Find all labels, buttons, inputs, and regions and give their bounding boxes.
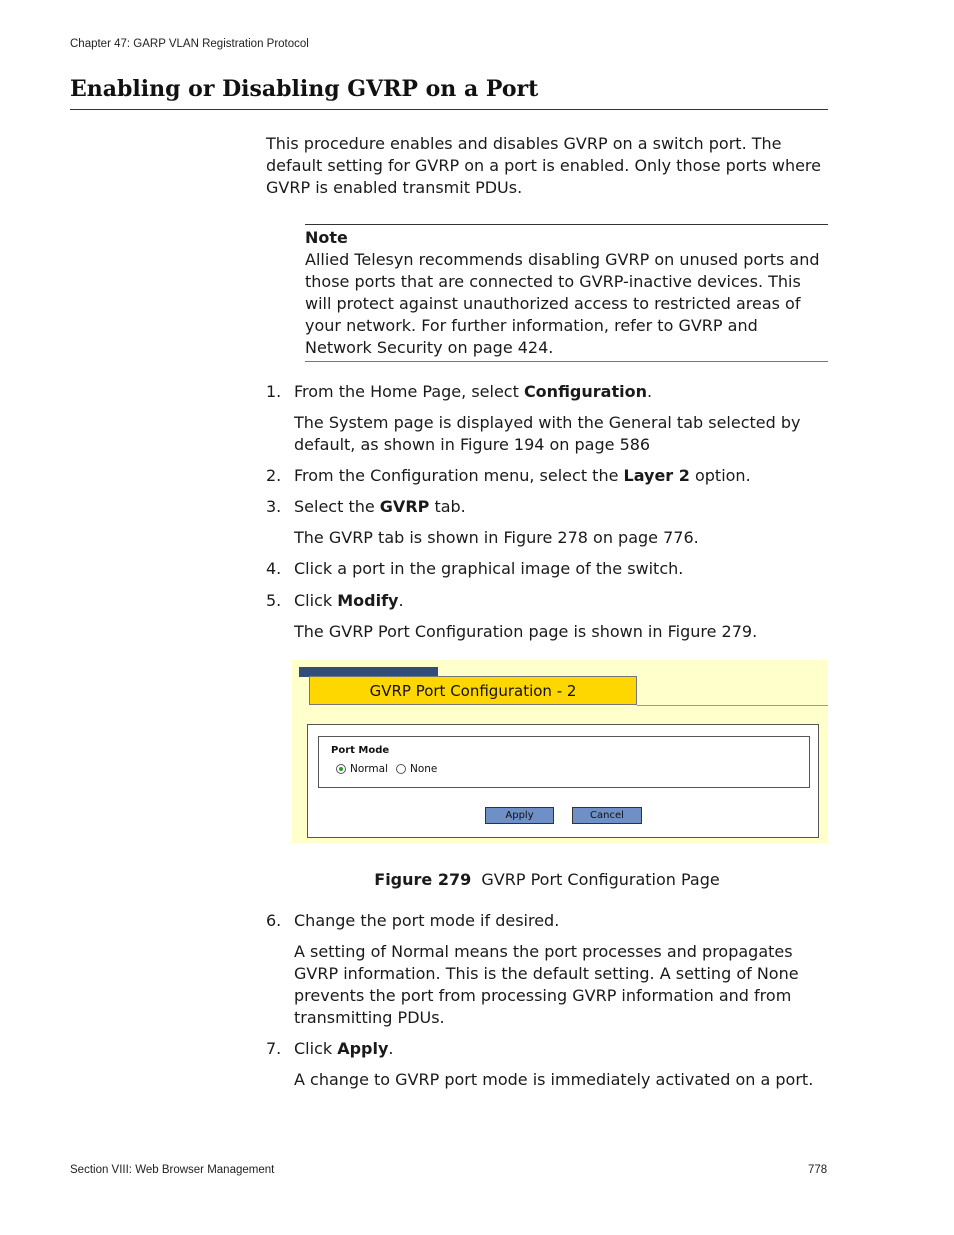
title-rule (70, 109, 828, 110)
note-box (305, 224, 828, 362)
step-keyword: Configuration (523, 382, 647, 401)
none-radio-label: None (410, 763, 438, 775)
step-text-end: . (388, 1039, 394, 1058)
step-6 (266, 910, 559, 932)
note-text: Allied Telesyn recommends disabling GVRP on unused ports and those ports that are connected to GVRP-inactive devices. This will protect against unauthorized access to restricted areas of your network. For further information, refer to GVRP and Network Security on page 424. (305, 250, 820, 357)
step-number: 4. (266, 559, 282, 578)
step-3 (266, 496, 466, 518)
step-keyword: Apply (337, 1039, 389, 1058)
cancel-button[interactable]: Cancel (572, 807, 642, 824)
apply-button[interactable]: Apply (485, 807, 554, 824)
step-keyword: Modify (337, 591, 399, 610)
tab-gvrp-port-configuration[interactable]: GVRP Port Configuration - 2 (309, 676, 637, 705)
step-1-result: The System page is displayed with the General tab selected by default, as shown in Figure 194 on page 586 (294, 413, 801, 454)
port-mode-group (318, 736, 810, 788)
step-text-end: . (646, 382, 653, 401)
none-radio[interactable] (396, 764, 406, 774)
tab-divider (637, 705, 828, 706)
port-mode-options (336, 763, 445, 775)
figure-caption-text: GVRP Port Configuration Page (481, 870, 720, 889)
page-number: 778 (808, 1164, 828, 1176)
step-7 (266, 1038, 394, 1060)
step-text: Click (294, 591, 338, 610)
normal-radio-label: Normal (350, 763, 388, 775)
config-panel (307, 724, 819, 838)
page-title: Enabling or Disabling GVRP on a Port (70, 76, 539, 102)
step-text-end: . (398, 591, 404, 610)
step-text-end: tab. (429, 497, 466, 516)
step-4 (266, 558, 683, 580)
running-head: Chapter 47: GARP VLAN Registration Protocol (70, 38, 309, 50)
step-1 (266, 381, 652, 403)
step-number: 6. (266, 911, 282, 930)
figure-caption-label: Figure 279 (374, 870, 472, 889)
step-5-result: The GVRP Port Configuration page is shown in Figure 279. (294, 622, 758, 641)
step-text: Click (294, 1039, 338, 1058)
step-number: 2. (266, 466, 282, 485)
intro-paragraph: This procedure enables and disables GVRP on a switch port. The default setting for GVRP on a port is enabled. Only those ports where GVRP is enabled transmit PDUs. (266, 134, 821, 197)
step-keyword: GVRP (379, 497, 430, 516)
step-text: Click a port in the graphical image of the switch. (294, 559, 684, 578)
step-number: 5. (266, 591, 282, 610)
figure-caption (292, 869, 802, 891)
normal-radio[interactable] (336, 764, 346, 774)
step-7-result: A change to GVRP port mode is immediately activated on a port. (294, 1070, 814, 1089)
port-mode-label: Port Mode (331, 745, 390, 756)
step-text: From the Configuration menu, select the (294, 466, 624, 485)
step-number: 1. (266, 382, 282, 401)
step-number: 7. (266, 1039, 282, 1058)
step-number: 3. (266, 497, 282, 516)
step-text: From the Home Page, select (294, 382, 524, 401)
step-text-end: option. (689, 466, 751, 485)
footer-section: Section VIII: Web Browser Management (70, 1164, 275, 1176)
step-2 (266, 465, 751, 487)
gvrp-port-config-figure (292, 660, 828, 843)
step-5 (266, 590, 404, 612)
note-heading: Note (305, 228, 348, 247)
step-6-result: A setting of Normal means the port processes and propagates GVRP information. This is the default setting. A setting of None prevents the port from processing GVRP information and from transmitting PDUs. (294, 942, 799, 1027)
step-3-result: The GVRP tab is shown in Figure 278 on page 776. (294, 528, 699, 547)
step-text: Select the (294, 497, 380, 516)
step-text: Change the port mode if desired. (294, 911, 560, 930)
step-keyword: Layer 2 (623, 466, 690, 485)
